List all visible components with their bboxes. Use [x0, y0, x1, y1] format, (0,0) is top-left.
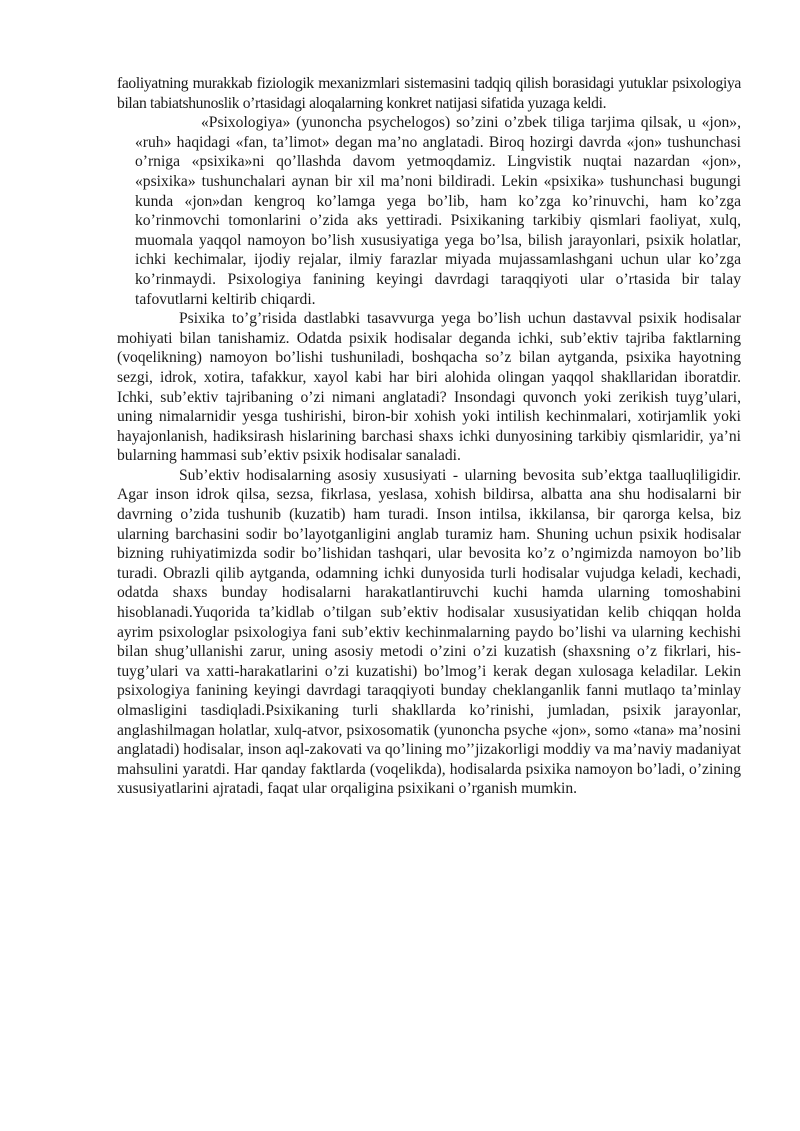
paragraph-continuation: faoliyatning murakkab fiziologik mexanizmlari sistemasini tadqiq qilish borasidagi yutuklar psixologiya bilan tabiatshunoslik o’rtasidagi aloqalarning konkret natijasi sifatida yuzaga keldi.: [117, 75, 741, 112]
document-body: [117, 74, 741, 799]
paragraph-psixika-intro: Psixika to’g’risida dastlabki tasavvurga yega bo’lish uchun dastavval psixik hodisalar mohiyati bilan tanishamiz. Odatda psixik hodisalar deganda ichki, sub’ektiv tajriba faktlarning (voqelikning) namoyon bo’lishi tushuniladi, boshqacha so’z bilan aytganda, psixika hayotning sezgi, idrok, xotira, tafakkur, xayol kabi har biri alohida olingan yaqqol shakllaridan iboratdir. Ichki, sub’ektiv tajribaning o’zi nimani anglatadi? Insondagi quvonch yoki zerikish tuyg’ulari, uning nimalarnidir yesga tushirishi, biron-bir xohish yoki intilish kechinmalari, xotirjamlik yoki hayajonlanish, hadiksirash hislarining barchasi shaxs ichki dunyosining tarkibiy qismlaridir, ya’ni bularning hammasi sub’ektiv psixik hodisalar sanaladi.: [117, 310, 741, 465]
paragraph-subjective-phenomena: Sub’ektiv hodisalarning asosiy xususiyati - ularning bevosita sub’ektga taalluqliligidir. Agar inson idrok qilsa, sezsa, fikrlasa, yeslasa, xohish bildirsa, albatta ana shu hodisalarni bir davrning o’zida tushunib (kuzatib) ham turadi. Inson intilsa, ikkilansa, bir qarorga kelsa, biz ularning barchasini sodir bo’layotganligini anglab turamiz ham. Shuning uchun psixik hodisalar bizning ruhiyatimizda sodir bo’lishidan tashqari, ular bevosita ko’z o’ngimizda namoyon bo’lib turadi. Obrazli qilib aytganda, odamning ichki dunyosida turli hodisalar vujudga keladi, kechadi, odatda shaxs bunday hodisalarni harakatlantiruvchi kuchi hamda ularning tomoshabini hisoblanadi.Yuqorida ta’kidlab o’tilgan sub’ektiv hodisalar xususiyatidan kelib chiqqan holda ayrim psixologlar psixologiya fani sub’ektiv kechinmalarning paydo bo’lishi va ularning kechishi bilan shug’ullanishi zarur, uning asosiy metodi o’zini o’zi kuzatish (shaxsning o’z fikrlari, his-tuyg’ulari va xatti-harakatlarini o’zi kuzatishi) bo’lmog’i kerak degan xulosaga keladilar. Lekin psixologiya fanining keyingi davrdagi taraqqiyoti bunday cheklanganlik fanni mutlaqo ta’minlay olmasligini tasdiqladi.Psixikaning turli shakllarda ko’rinishi, jumladan, psixik jarayonlar, anglashilmagan holatlar, xulq-atvor, psixosomatik (yunoncha psyche «jon», somo «tana» ma’nosini anglatadi) hodisalar, inson aql-zakovati va qo’lining mo’’jizakorligi moddiy va ma’naviy madaniyat mahsulini yaratdi. Har qanday faktlarda (voqelikda), hodisalarda psixika namoyon bo’ladi, o’zining xususiyatlarini ajratadi, faqat ular orqaligina psixikani o’rganish mumkin.: [117, 466, 741, 798]
paragraph-psixologiya-definition: «Psixologiya» (yunoncha psychelogos) so’zini o’zbek tiliga tarjima qilsak, u «jon», «ruh» haqidagi «fan, ta’limot» degan ma’no anglatadi. Biroq hozirgi davrda «jon» tushunchasi o’rniga «psixika»ni qo’llashda davom yetmoqdamiz. Lingvistik nuqtai nazardan «jon», «psixika» tushunchalari aynan bir xil ma’noni bildiradi. Lekin «psixika» tushunchasi bugungi kunda «jon»dan kengroq ko’lamga yega bo’lib, ham ko’zga ko’rinuvchi, ham ko’zga ko’rinmovchi tomonlarini o’zida aks yettiradi. Psixikaning tarkibiy qismlari faoliyat, xulq, muomala yaqqol namoyon bo’lish xususiyatiga yega bo’lsa, bilish jarayonlari, psixik holatlar, ichki kechimalar, ijodiy rejalar, ilmiy farazlar miyada mujassamlashgani uchun ular ko’zga ko’rinmaydi. Psixologiya fanining keyingi davrdagi taraqqiyoti ular o’rtasida bir talay tafovutlarni keltirib chiqardi.: [135, 114, 741, 308]
